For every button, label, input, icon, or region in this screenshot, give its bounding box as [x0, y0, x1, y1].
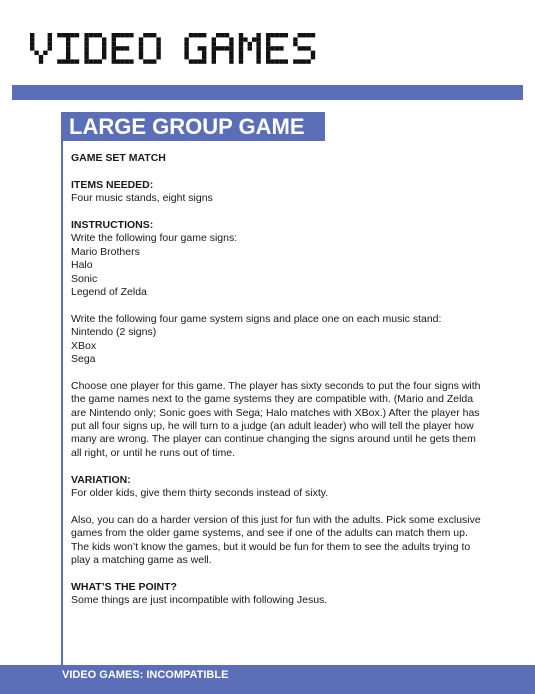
system-sign: Sega [71, 353, 96, 366]
systems-intro: Write the following four game system signs and place one on each music stand: [71, 312, 442, 325]
game-sign: Halo [71, 259, 93, 272]
game-sign: Sonic [71, 272, 98, 285]
point-text: Some things are just incompatible with following Jesus. [71, 594, 328, 607]
game-sign: Legend of Zelda [71, 286, 147, 299]
point-heading: WHAT’S THE POINT? [71, 580, 177, 593]
game-title: GAME SET MATCH [71, 152, 166, 164]
items-text: Four music stands, eight signs [71, 192, 213, 205]
variation-heading: VARIATION: [71, 473, 131, 486]
header-bar [12, 85, 523, 100]
instructions-heading: INSTRUCTIONS: [71, 219, 154, 231]
system-sign: Nintendo (2 signs) [71, 326, 157, 339]
pixel-title-graphic [30, 32, 330, 66]
page-title [30, 32, 330, 66]
instructions-intro: Write the following four game signs: [71, 232, 238, 245]
left-rule [61, 112, 63, 668]
variation-text-2: Also, you can do a harder version of this just for fun with the adults. Pick some exclusive games from the older game systems, and see if one of the adults can match them up. The kids won’t know the games, but it would be fun for them to see the adults trying to play a matching game as well. [71, 513, 481, 567]
items-heading: ITEMS NEEDED: [71, 178, 154, 191]
footer-text: VIDEO GAMES: INCOMPATIBLE [62, 669, 229, 681]
content-body [71, 152, 481, 621]
instructions-body: Choose one player for this game. The player has sixty seconds to put the four signs with the game names next to the game systems they are compatible with. (Mario and Zelda are Nintendo only; Sonic goes with Sega; Halo matches with XBox.) After the player has put all four signs up, he will turn to a judge (an adult leader) who will tell the player how many are wrong. The player can continue changing the signs around until he gets them all right, or until he runs out of time. [71, 379, 481, 459]
game-sign: Mario Brothers [71, 245, 140, 258]
variation-text: For older kids, give them thirty seconds instead of sixty. [71, 487, 329, 500]
section-label: LARGE GROUP GAME [61, 112, 325, 141]
system-sign: XBox [71, 339, 97, 352]
